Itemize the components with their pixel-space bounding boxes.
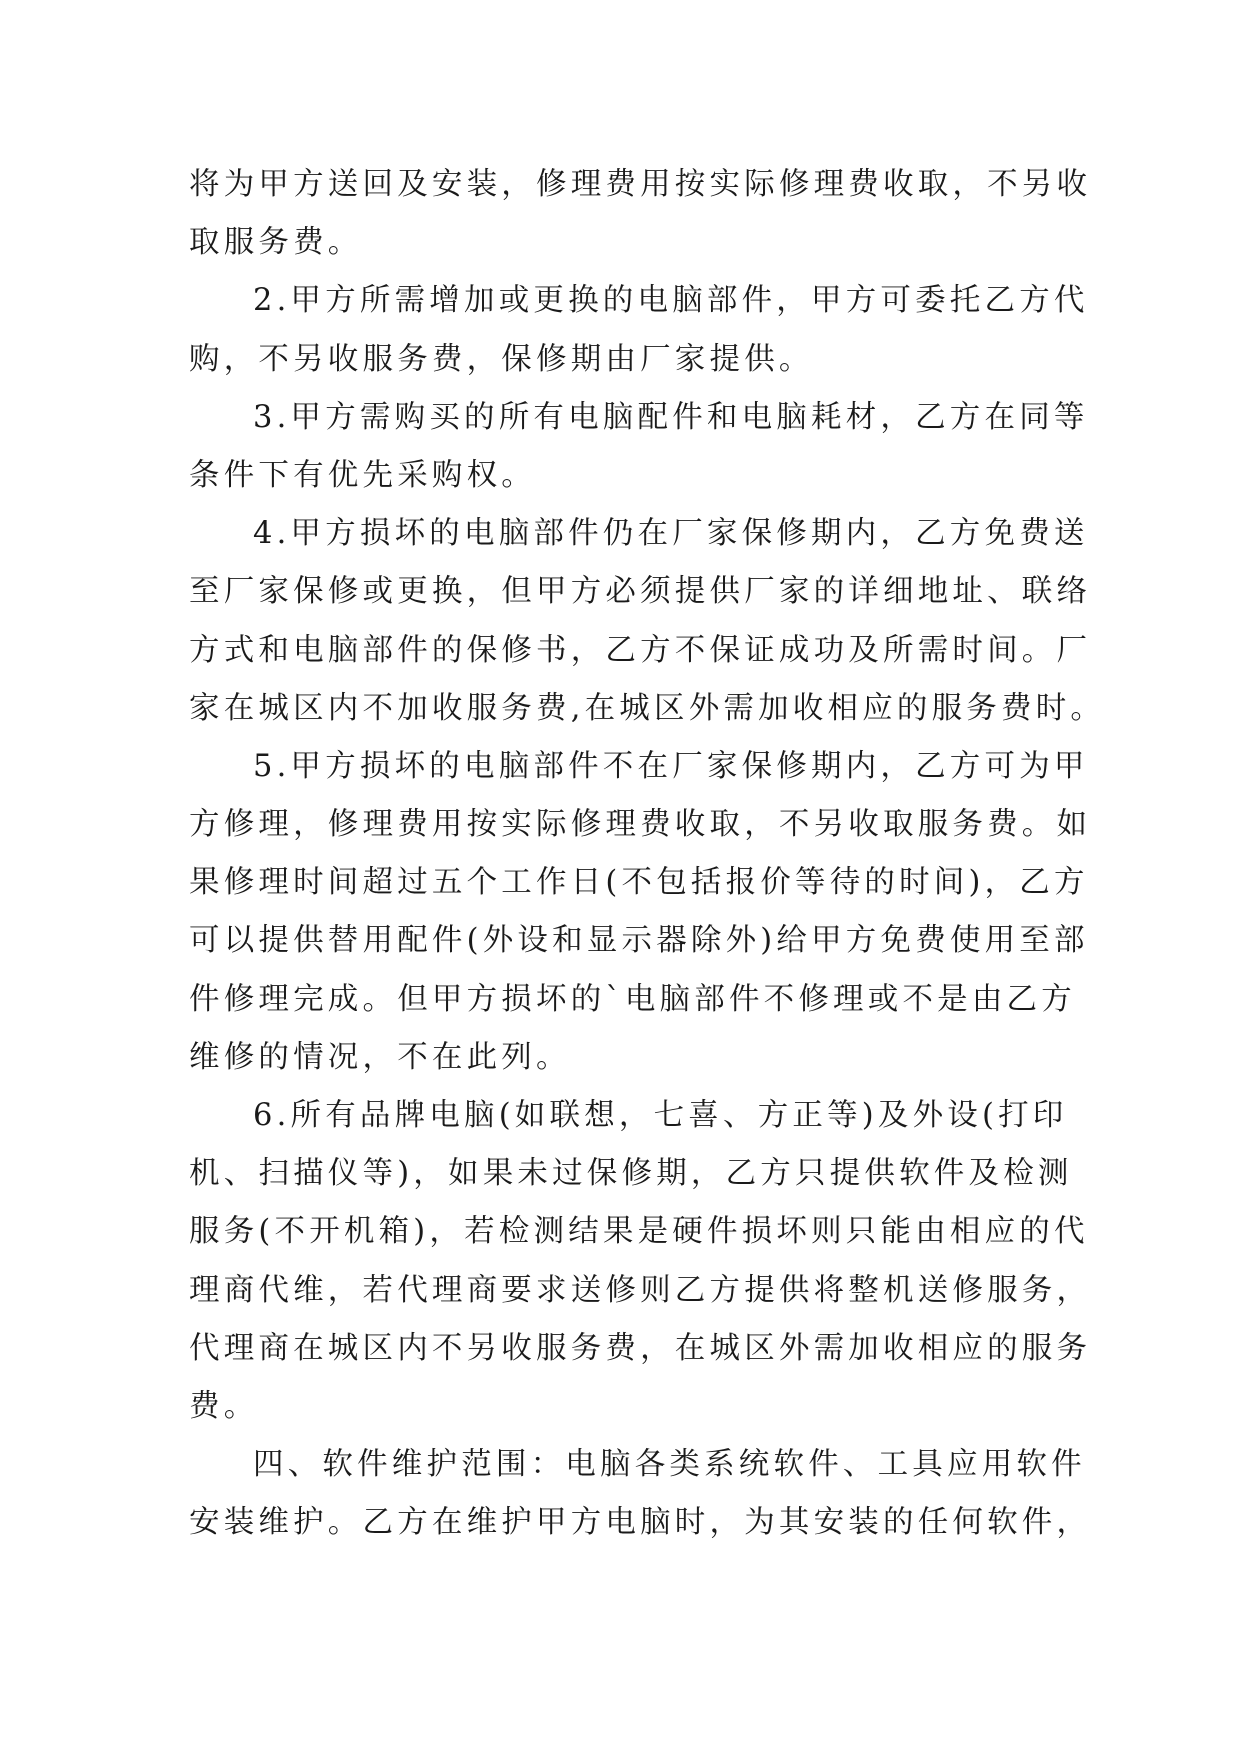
text-line: 四、软件维护范围：电脑各类系统软件、工具应用软件 (253, 1447, 1086, 1483)
text-line: 件修理完成。但甲方损坏的`电脑部件不修理或不是由乙方 (189, 981, 1076, 1017)
text-line: 5.甲方损坏的电脑部件不在厂家保修期内，乙方可为甲 (253, 748, 1089, 784)
text-line: 方修理，修理费用按实际修理费收取，不另收取服务费。如 (189, 807, 1092, 843)
text-line: 果修理时间超过五个工作日(不包括报价等待的时间)，乙方 (189, 865, 1089, 901)
text-line: 6.所有品牌电脑(如联想，七喜、方正等)及外设(打印 (253, 1098, 1068, 1133)
text-line: 3.甲方需购买的所有电脑配件和电脑耗材，乙方在同等 (253, 399, 1089, 435)
text-line: 代理商在城区内不另收服务费，在城区外需加收相应的服务 (189, 1330, 1092, 1366)
text-line: 将为甲方送回及安装，修理费用按实际修理费收取，不另收 (189, 167, 1092, 202)
text-line: 维修的情况，不在此列。 (189, 1039, 571, 1075)
text-line: 条件下有优先采购权。 (189, 457, 536, 493)
text-line: 取服务费。 (189, 225, 363, 261)
text-line: 理商代维，若代理商要求送修则乙方提供将整机送修服务， (189, 1272, 1092, 1308)
text-line: 家在城区内不加收服务费,在城区外需加收相应的服务费时。 (189, 690, 1106, 726)
text-line: 4.甲方损坏的电脑部件仍在厂家保修期内，乙方免费送 (253, 516, 1089, 552)
document-body (189, 156, 1106, 1553)
text-line: 机、扫描仪等)，如果未过保修期，乙方只提供软件及检测 (189, 1156, 1073, 1192)
text-line: 至厂家保修或更换，但甲方必须提供厂家的详细地址、联络 (189, 574, 1092, 610)
text-line: 服务(不开机箱)，若检测结果是硬件损坏则只能由相应的代 (189, 1214, 1089, 1250)
text-line: 安装维护。乙方在维护甲方电脑时，为其安装的任何软件， (189, 1505, 1092, 1541)
text-line: 可以提供替用配件(外设和显示器除外)给甲方免费使用至部 (189, 923, 1089, 959)
text-line: 购，不另收服务费，保修期由厂家提供。 (189, 341, 814, 377)
text-line: 费。 (189, 1388, 259, 1424)
text-line: 2.甲方所需增加或更换的电脑部件，甲方可委托乙方代 (253, 283, 1089, 319)
text-line: 方式和电脑部件的保修书，乙方不保证成功及所需时间。厂 (189, 632, 1092, 668)
